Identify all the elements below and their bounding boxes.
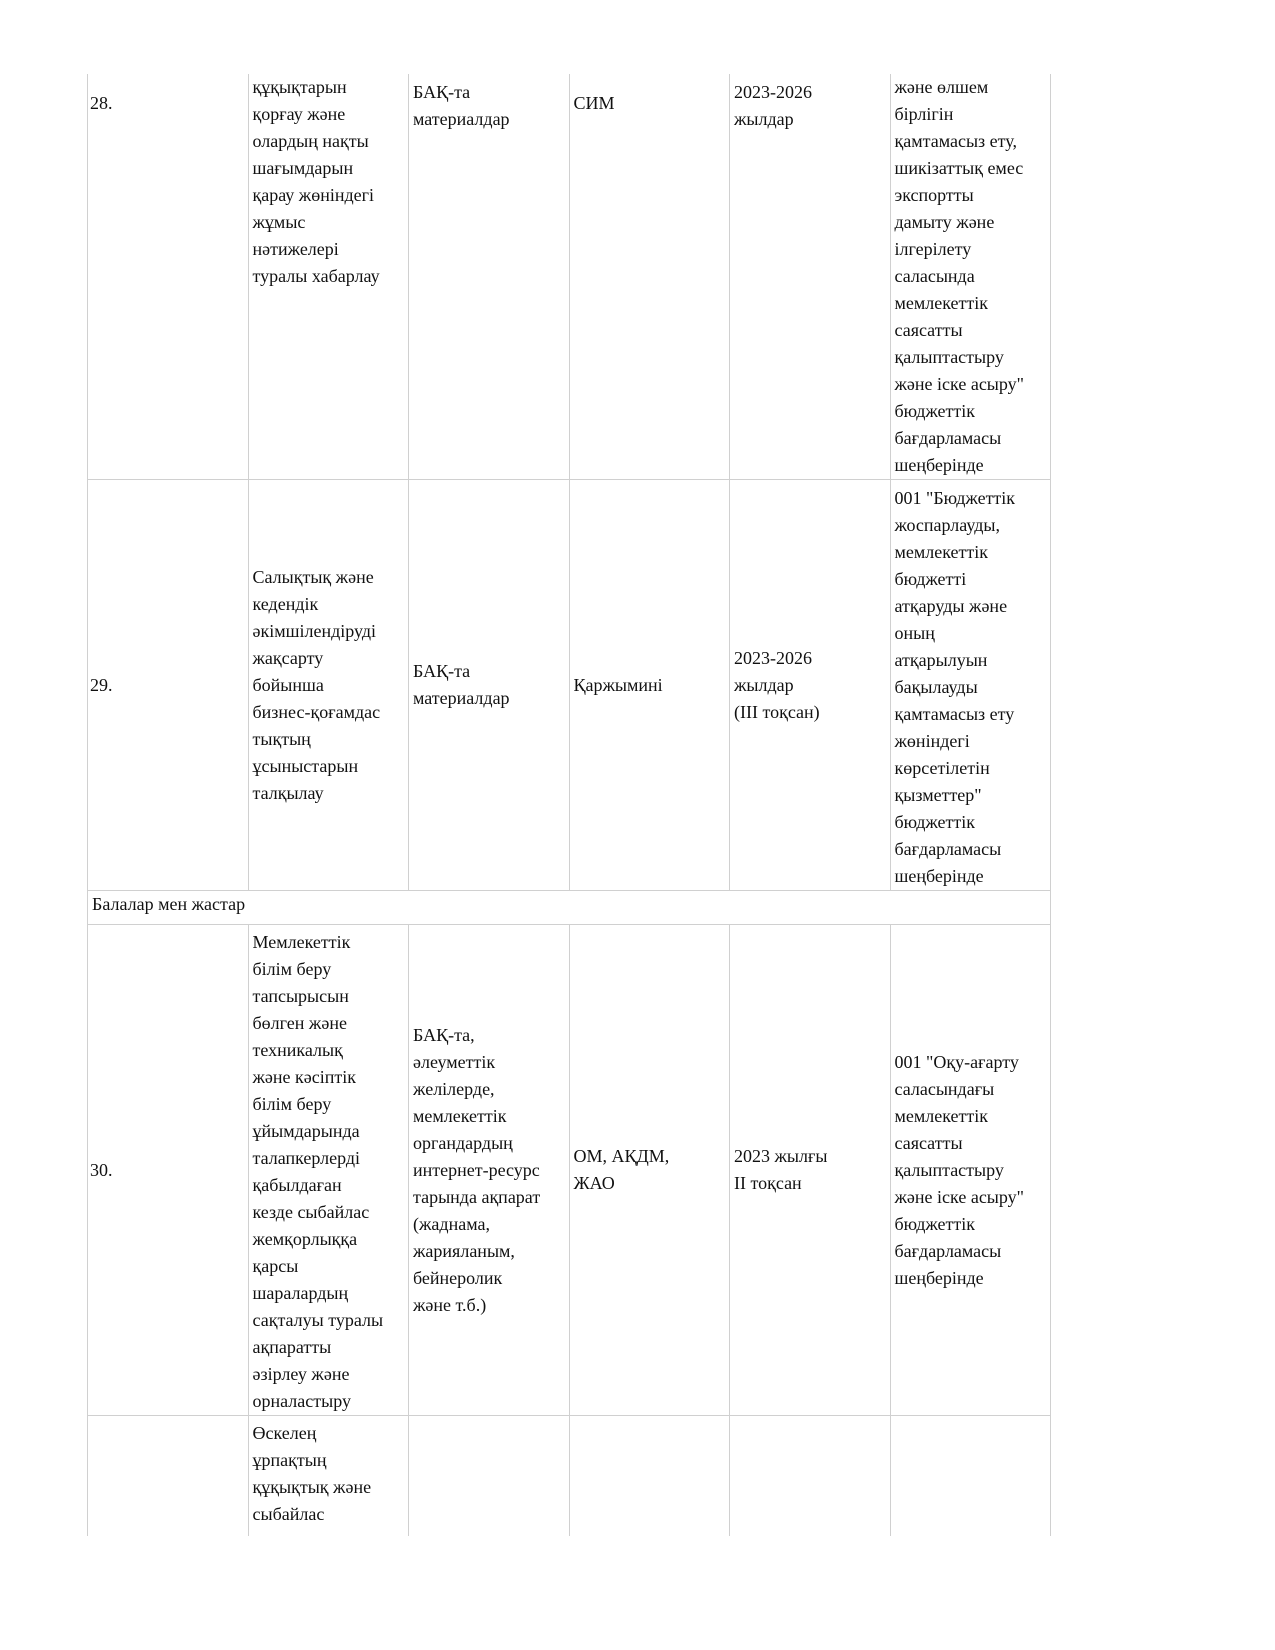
funding-source-text: 001 "Бюджеттік жоспарлауды, мемлекеттік бюджетті атқаруды және оның атқарылуын бақылауды қамтамасыз ету жөніндегі көрсетілетін қызметтер" бюджеттік бағдарламасы шеңберінде [894,488,1016,886]
deadline-text: 2023-2026 жылдар [734,82,812,129]
deadline-cell [730,1416,891,1536]
responsible-text: ОМ, АҚДМ, ЖАО [573,1146,670,1193]
responsible-cell [569,74,730,480]
deadline-text: 2023 жылғы II тоқсан [734,1146,828,1193]
row-number-cell [88,1416,249,1536]
funding-source-text: және өлшем бірлігін қамтамасыз ету, шикізаттық емес экспортты дамыту және ілгерілету саласында мемлекеттік саясатты қалыптастыру және іске асыру" бюджеттік бағдарламасы шеңберінде [894,77,1025,475]
responsible-cell [569,1416,730,1536]
measure-text: құқықтарын қорғау және олардың нақты шағымдарын қарау жөніндегі жұмыс нәтижелері туралы хабарлау [252,77,380,286]
form-cell [409,480,570,891]
deadline-cell [730,74,891,480]
measure-cell [248,480,409,891]
section-row [88,891,1051,925]
table-row [88,925,1051,1416]
measure-text: Мемлекеттік білім беру тапсырысын бөлген және техникалық және кәсіптік білім беру ұйымдарында талапкерлерді қабылдаған кезде сыбайлас жемқорлыққа қарсы шаралардың сақталуы туралы ақпаратты әзірлеу және орналастыру [252,932,384,1411]
measure-cell [248,925,409,1416]
row-number-cell [88,480,249,891]
funding-source-cell [890,1416,1051,1536]
row-number-cell [88,925,249,1416]
row-number-cell [88,74,249,480]
funding-source-cell [890,74,1051,480]
table-row [88,1416,1051,1536]
row-number: 28. [90,93,113,113]
funding-source-cell [890,925,1051,1416]
deadline-cell [730,480,891,891]
responsible-cell [569,925,730,1416]
completion-form-text: БАҚ-та материалдар [413,661,510,708]
row-number: 29. [90,674,113,695]
deadline-cell [730,925,891,1416]
form-cell [409,74,570,480]
section-heading-cell [88,891,1051,925]
measure-text: Өскелең ұрпақтың құқықтық және сыбайлас [252,1423,372,1524]
completion-form-text: БАҚ-та, әлеуметтік желілерде, мемлекеттік органдардың интернет-ресурс тарында ақпарат (жаднама, жарияланым, бейнеролик және т.б.) [413,1024,541,1315]
responsible-cell [569,480,730,891]
measure-cell [248,74,409,480]
form-cell [409,925,570,1416]
row-number: 30. [90,1159,113,1180]
funding-source-text: 001 "Оқу-ағарту саласындағы мемлекеттік саясатты қалыптастыру және іске асыру" бюджеттік бағдарламасы шеңберінде [894,1051,1025,1288]
table-row [88,74,1051,480]
section-heading: Балалар мен жастар [92,894,246,914]
funding-source-cell [890,480,1051,891]
measure-text: Салықтық және кедендік әкімшілендіруді жақсарту бойынша бизнес-қоғамдас тықтың ұсыныстарын талқылау [252,566,381,803]
responsible-text: СИМ [573,93,615,113]
measure-cell [248,1416,409,1536]
table-row [88,480,1051,891]
responsible-text: Қаржымині [573,674,663,695]
deadline-text: 2023-2026 жылдар (III тоқсан) [734,647,820,722]
completion-form-text: БАҚ-та материалдар [413,82,510,129]
form-cell [409,1416,570,1536]
anti-corruption-plan-table [87,74,1051,1536]
